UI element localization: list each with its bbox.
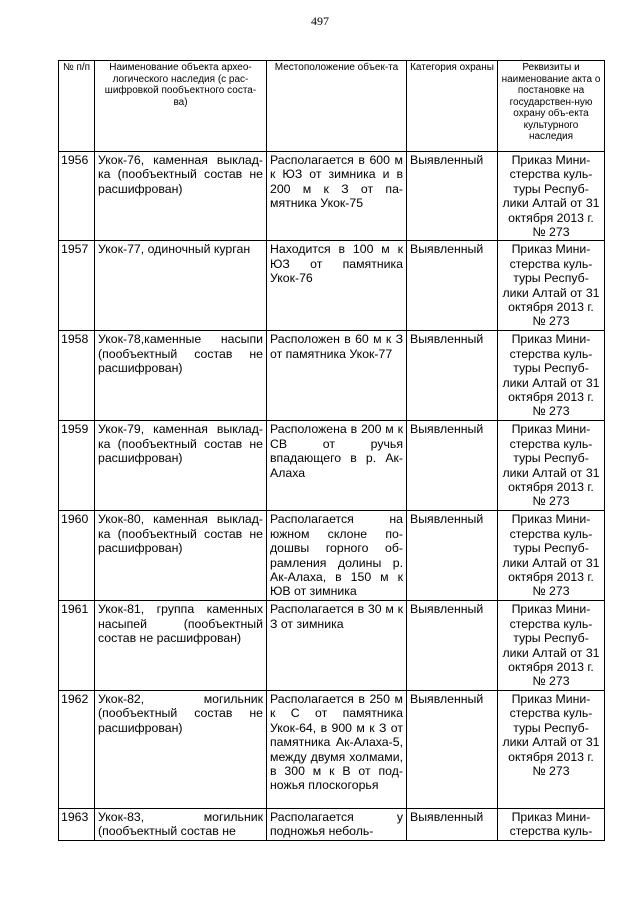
row-location: Находится в 100 м к ЮЗ от памятника Укок-76 [267,241,407,331]
row-category: Выявленный [407,331,498,421]
row-requisites: Приказ Мини-стерства куль-туры Респуб-лики Алтай от 31 октября 2013 г. № 273 [498,690,605,808]
row-requisites: Приказ Мини-стерства куль- [498,808,605,840]
row-num: 1958 [59,331,95,421]
row-num: 1963 [59,808,95,840]
row-requisites: Приказ Мини-стерства куль-туры Респуб-лики Алтай от 31 октября 2013 г. № 273 [498,511,605,601]
row-requisites: Приказ Мини-стерства куль-туры Респуб-лики Алтай от 31 октября 2013 г. № 273 [498,241,605,331]
row-location: Располагается в 600 м к ЮЗ от зимника и в 200 м к З от па-мятника Укок-75 [267,152,407,241]
row-name: Укок-81, группа каменных насыпей (пообъектный состав не расшифрован) [95,601,267,690]
table-row [59,421,605,511]
table-row [59,152,605,241]
row-requisites: Приказ Мини-стерства куль-туры Респуб-лики Алтай от 31 октября 2013 г. № 273 [498,421,605,511]
row-location: Располагается в 250 м к С от памятника Укок-64, в 900 м к З от памятника Ак-Алаха-5, между двумя холмами, в 300 м к В от под-ножья плоскогорья [267,690,407,808]
page-number: 497 [311,14,329,28]
row-requisites: Приказ Мини-стерства куль-туры Респуб-лики Алтай от 31 октября 2013 г. № 273 [498,331,605,421]
row-name: Укок-76, каменная выклад-ка (пообъектный состав не расшифрован) [95,152,267,241]
header-location: Местоположение объек-та [267,61,407,152]
row-num: 1962 [59,690,95,808]
row-location: Расположена в 200 м к СВ от ручья впадающего в р. Ак-Алаха [267,421,407,511]
header-requisites: Реквизиты и наименование акта о постановке на государствен-ную охрану объ-екта культурного наследия [498,61,605,152]
row-num: 1956 [59,152,95,241]
row-location: Расположен в 60 м к З от памятника Укок-77 [267,331,407,421]
row-name: Укок-79, каменная выклад-ка (пообъектный состав не расшифрован) [95,421,267,511]
row-num: 1957 [59,241,95,331]
row-name: Укок-83, могильник (пообъектный состав не [95,808,267,840]
table-row [59,241,605,331]
row-requisites: Приказ Мини-стерства куль-туры Респуб-лики Алтай от 31 октября 2013 г. № 273 [498,152,605,241]
row-requisites: Приказ Мини-стерства куль-туры Респуб-лики Алтай от 31 октября 2013 г. № 273 [498,601,605,690]
row-category: Выявленный [407,421,498,511]
table-row [59,511,605,601]
row-category: Выявленный [407,690,498,808]
row-location: Располагается в 30 м к З от зимника [267,601,407,690]
table-row [59,690,605,808]
row-name: Укок-78,каменные насыпи (пообъектный состав не расшифрован) [95,331,267,421]
row-num: 1961 [59,601,95,690]
row-name: Укок-82, могильник (пообъектный состав не расшифрован) [95,690,267,808]
row-name: Укок-77, одиночный курган [95,241,267,331]
table-row [59,601,605,690]
row-category: Выявленный [407,601,498,690]
row-name: Укок-80, каменная выклад-ка (пообъектный состав не расшифрован) [95,511,267,601]
row-num: 1960 [59,511,95,601]
header-category: Категория охраны [407,61,498,152]
row-num: 1959 [59,421,95,511]
heritage-table [58,60,605,841]
header-num: № п/п [59,61,95,152]
row-category: Выявленный [407,241,498,331]
row-category: Выявленный [407,152,498,241]
header-name: Наименование объекта архео-логического наследия (с рас-шифровкой пообъектного соста-ва) [95,61,267,152]
table-row [59,331,605,421]
table-header-row [59,61,605,152]
table-row [59,808,605,840]
row-category: Выявленный [407,511,498,601]
row-location: Располагается у подножья неболь- [267,808,407,840]
row-category: Выявленный [407,808,498,840]
row-location: Располагается на южном склоне по-дошвы горного об-рамления долины р. Ак-Алаха, в 150 м к ЮВ от зимника [267,511,407,601]
